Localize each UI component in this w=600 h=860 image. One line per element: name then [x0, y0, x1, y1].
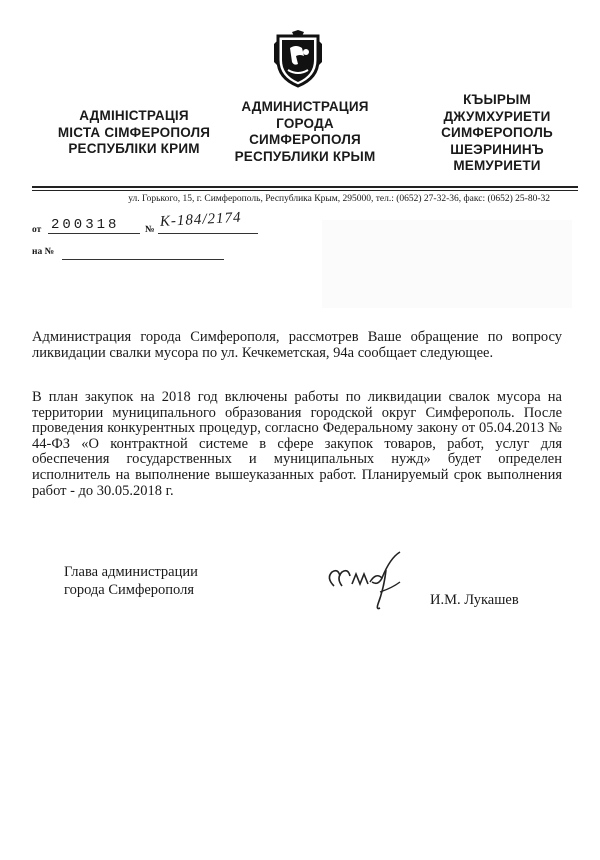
address-line: ул. Горького, 15, г. Симферополь, Республика Крым, 295000, тел.: (0652) 27-32-36, факс: (0652) 25-80-32: [128, 194, 550, 204]
header-russian: АДМИНИСТРАЦИЯ ГОРОДА СИМФЕРОПОЛЯ РЕСПУБЛИКИ КРЫМ: [234, 99, 376, 164]
number-label: №: [145, 225, 155, 235]
body-paragraph-1: Администрация города Симферополя, рассмотрев Ваше обращение по вопросу ликвидации свалки мусора по ул. Кечкеметская, 94а сообщает следующее.: [32, 329, 562, 361]
header-rule: [32, 186, 578, 188]
body-paragraph-2: В план закупок на 2018 год включены работы по ликвидации свалок мусора на территории муниципального образования городской округ Симферополь. После проведения конкурентных процедур, согласно Федеральному закону от 05.04.2013 № 44-ФЗ «О контрактной системе в сфере закупок товаров, работ, услуг для обеспечения государственных и муниципальных нужд» будет определен исполнитель на выполнение вышеуказанных работ. Планируемый срок выполнения работ - до 30.05.2018 г.: [32, 389, 562, 499]
header-crimean-tatar: КЪЫРЫМ ДЖУМХУРИЕТИ СИМФЕРОПОЛЬ ШЕЭРИНИНЪ МЕМУРИЕТИ: [441, 92, 553, 173]
reply-label: на №: [32, 247, 55, 257]
redacted-addressee: [322, 220, 572, 308]
number-underline: [158, 233, 258, 234]
date-value: 200318: [51, 217, 120, 233]
handwritten-signature: [320, 548, 416, 614]
date-underline: [48, 233, 140, 234]
reply-underline: [62, 259, 224, 260]
number-value: К-184/2174: [159, 209, 242, 230]
date-label: от: [32, 225, 42, 235]
crimea-coat-of-arms-icon: [272, 30, 324, 88]
header-ukrainian: АДМІНІСТРАЦІЯ МІСТА СІМФЕРОПОЛЯ РЕСПУБЛІКИ КРИМ: [57, 108, 211, 156]
signatory-name: И.М. Лукашев: [430, 592, 519, 608]
header-rule-thin: [32, 190, 578, 191]
signatory-position: Глава администрации города Симферополя: [64, 564, 198, 598]
